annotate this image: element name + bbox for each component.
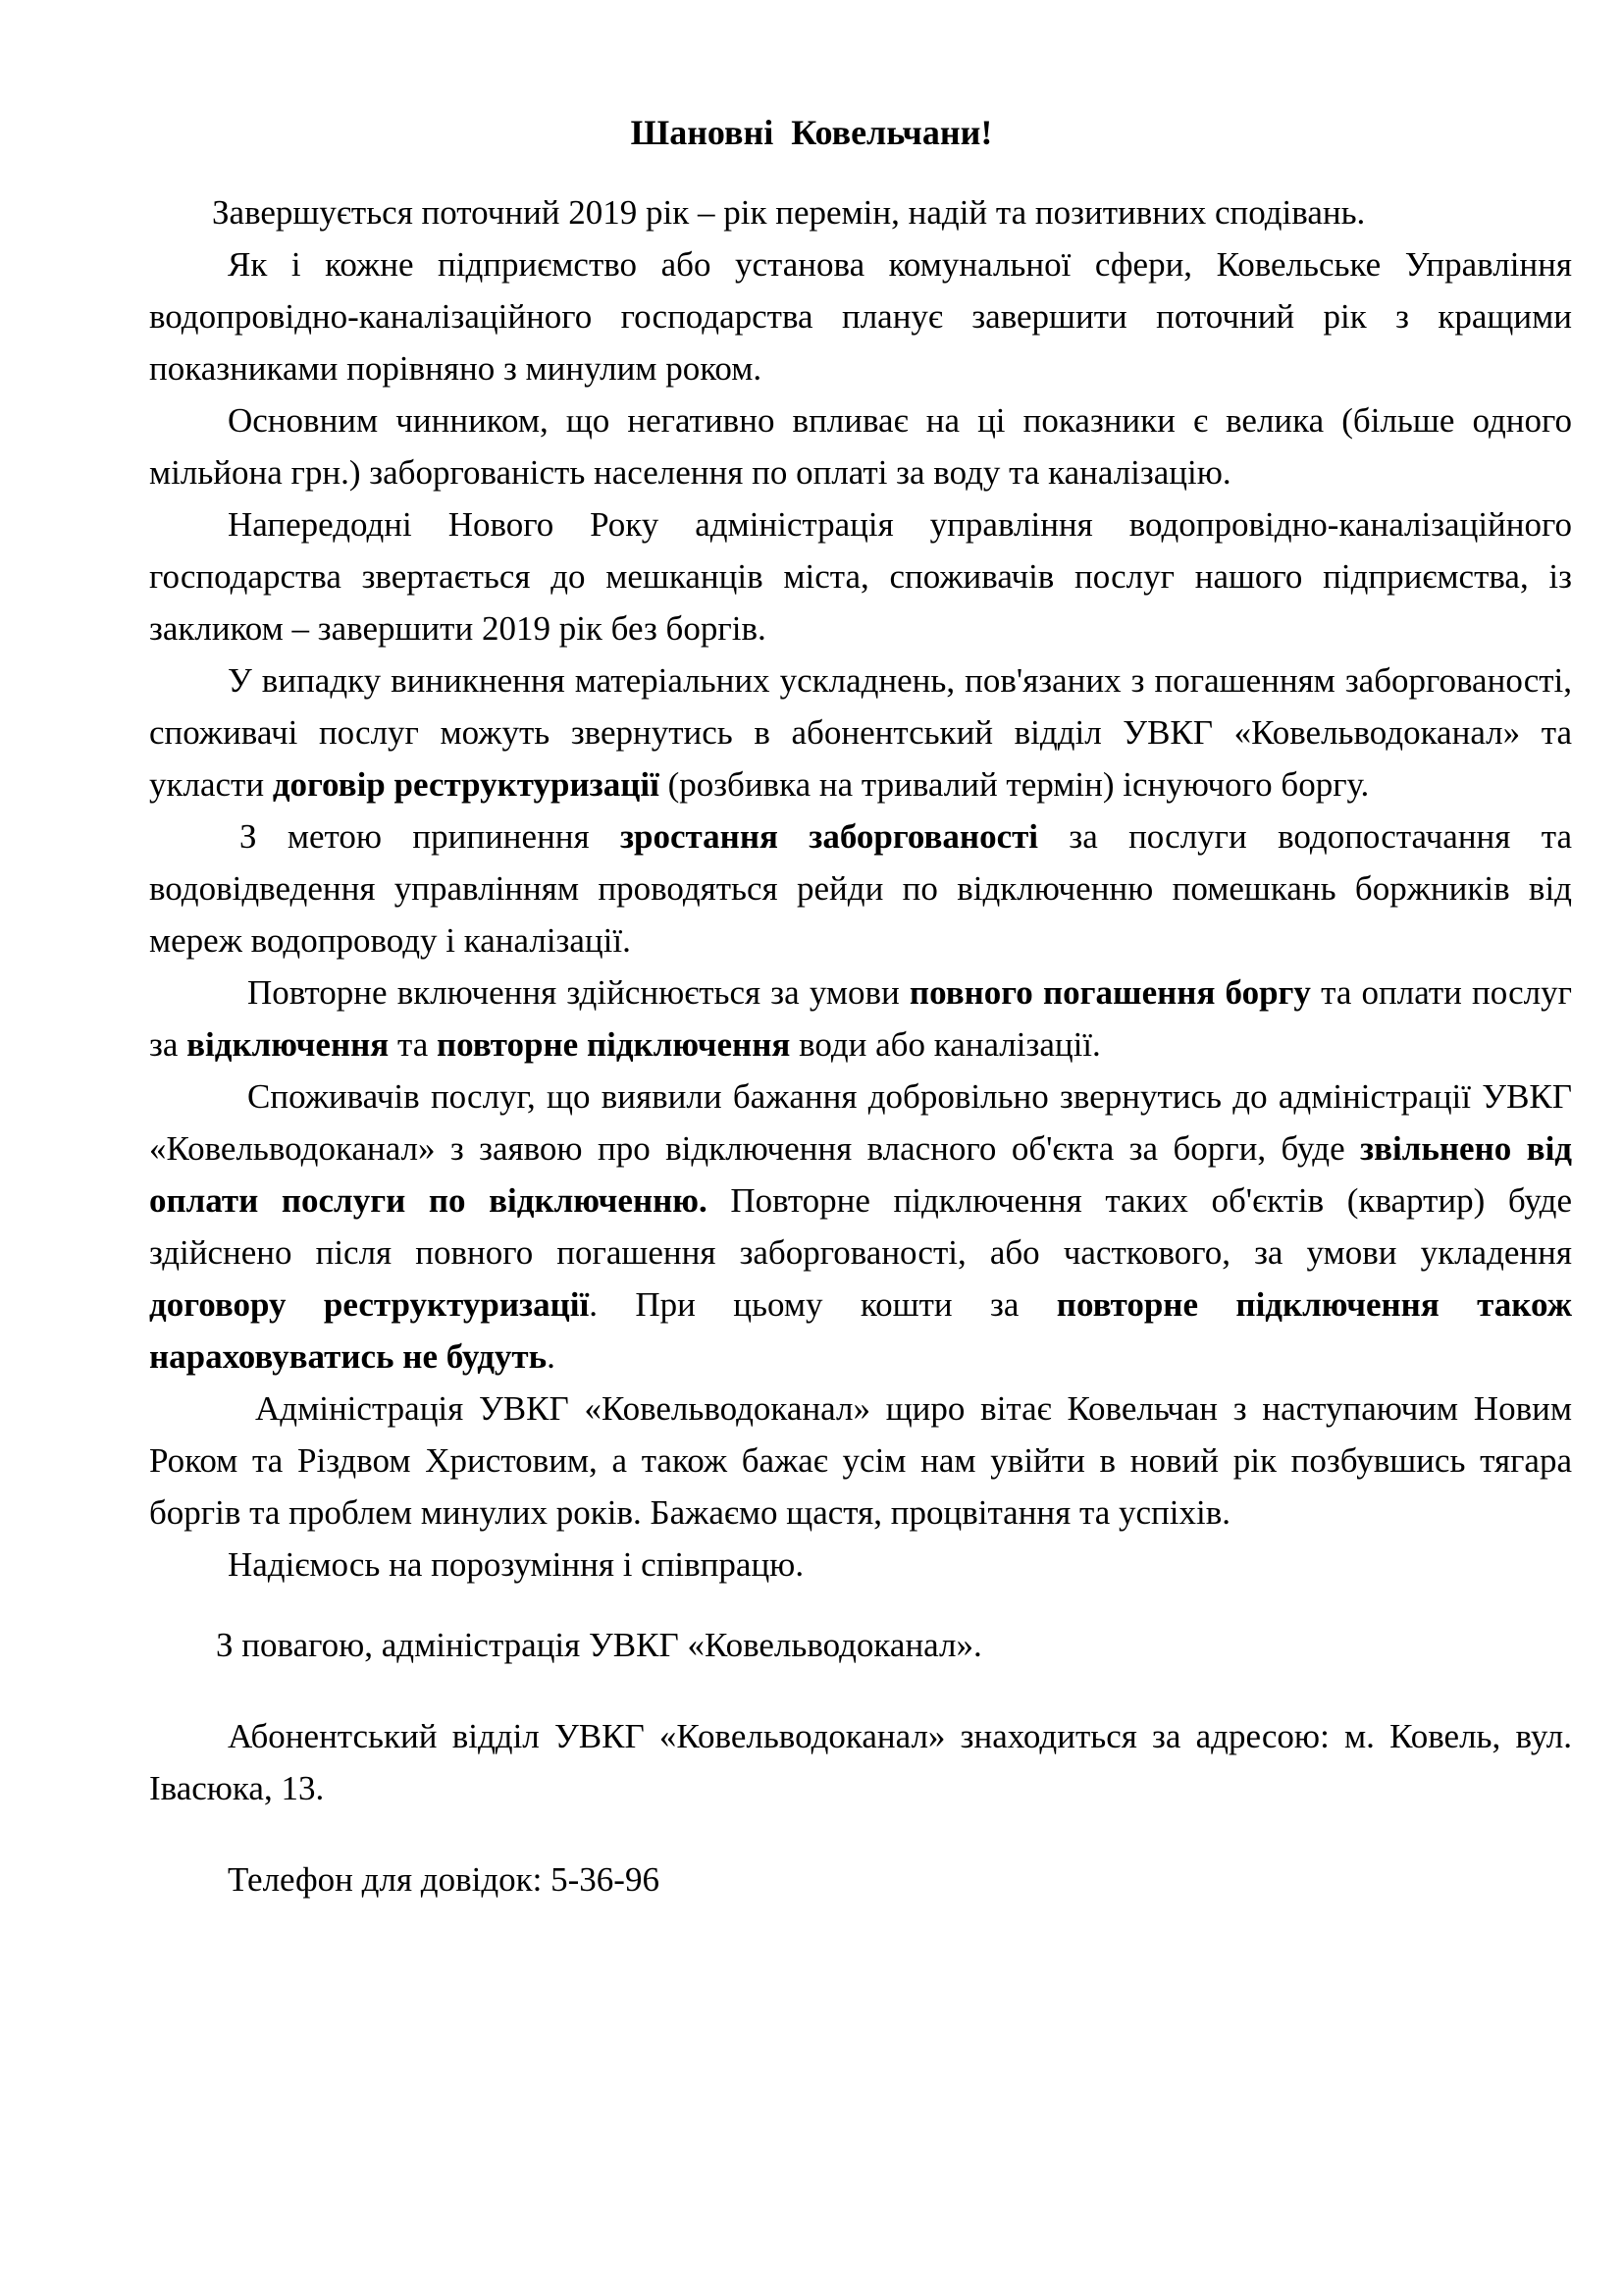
- text-segment: . При цьому кошти за: [589, 1285, 1057, 1324]
- bold-restructuring-agreement: договір реструктуризації: [272, 765, 659, 804]
- page-title: Шановні Ковельчани!: [630, 113, 993, 152]
- paragraph-voluntary-disconnection: [149, 1070, 1572, 1383]
- address-line: Абонентський відділ УВКГ «Ковельводоканал» знаходиться за адресою: м. Ковель, вул. Івасюка, 13.: [149, 1717, 1572, 1807]
- text-segment: та оплати послуг за: [149, 973, 1572, 1064]
- text-segment: У випадку виникнення матеріальних ускладнень, пов'язаних з погашенням заборгованості, споживачі послуг можуть звернутись в абонентський відділ УВКГ «Ковельводоканал» та укласти: [149, 661, 1572, 804]
- text-segment: (розбивка на тривалий термін) існуючого боргу.: [658, 765, 1370, 804]
- paragraph-restructuring: [149, 654, 1572, 810]
- bold-debt-growth: зростання заборгованості: [619, 817, 1039, 856]
- paragraph-reconnection: [149, 966, 1572, 1070]
- text-segment: Споживачів послуг, що виявили бажання добровільно звернутись до адміністрації УВКГ «Ковельводоканал» з заявою про відключення власного об'єкта за борги, буде: [149, 1077, 1572, 1168]
- paragraph-enterprise: Як і кожне підприємство або установа комунальної сфери, Ковельське Управління водопровідно-каналізаційного господарства планує завершити поточний рік з кращими показниками порівняно з минулим роком.: [149, 245, 1572, 388]
- text-segment: .: [547, 1337, 555, 1376]
- text-segment: З метою припинення: [239, 817, 620, 856]
- text-segment: Повторне включення здійснюється за умови: [247, 973, 910, 1012]
- phone-line: Телефон для довідок: 5-36-96: [228, 1860, 659, 1899]
- paragraph-debt-factor: Основним чинником, що негативно впливає на ці показники є велика (більше одного мільйона грн.) заборгованість населення по оплаті за воду та каналізацію.: [149, 401, 1572, 492]
- paragraph-greetings: Адміністрація УВКГ «Ковельводоканал» щиро вітає Ковельчан з наступаючим Новим Роком та Різдвом Христовим, а також бажає усім нам увійти в новий рік позбувшись тягара боргів та проблем минулих років. Бажаємо щастя, процвітання та успіхів.: [149, 1389, 1572, 1532]
- bold-disconnection: відключення: [186, 1025, 390, 1064]
- bold-full-repayment: повного погашення боргу: [909, 973, 1311, 1012]
- text-segment: води або каналізації.: [790, 1025, 1101, 1064]
- paragraph-new-year-appeal: Напередодні Нового Року адміністрація управління водопровідно-каналізаційного господарства звертається до мешканців міста, споживачів послуг нашого підприємства, із закликом – завершити 2019 рік без боргів.: [149, 505, 1572, 648]
- paragraph-hope: Надіємось на порозуміння і співпрацю.: [228, 1545, 805, 1584]
- paragraph-intro: Завершується поточний 2019 рік – рік перемін, надій та позитивних сподівань.: [212, 193, 1366, 232]
- bold-fee-exemption: звільнено від оплати послуги по відключенню.: [149, 1129, 1572, 1220]
- paragraph-disconnection-raids: [149, 810, 1572, 966]
- text-segment: та: [389, 1025, 437, 1064]
- signature-line: З повагою, адміністрація УВКГ «Ковельводоканал».: [216, 1626, 982, 1664]
- bold-reconnection: повторне підключення: [436, 1025, 791, 1064]
- text-segment: за послуги водопостачання та водовідведення управлінням проводяться рейди по відключенню помешкань боржників від мереж водопроводу і каналізації.: [149, 817, 1572, 960]
- letter-body: [149, 186, 1572, 1905]
- bold-restructuring-contract: договору реструктуризації: [149, 1285, 590, 1324]
- bold-no-reconnection-charge: повторне підключення також нараховуватись не будуть: [149, 1285, 1573, 1376]
- text-segment: Повторне підключення таких об'єктів (квартир) буде здійснено після повного погашення заборгованості, або часткового, за умови укладення: [149, 1181, 1572, 1272]
